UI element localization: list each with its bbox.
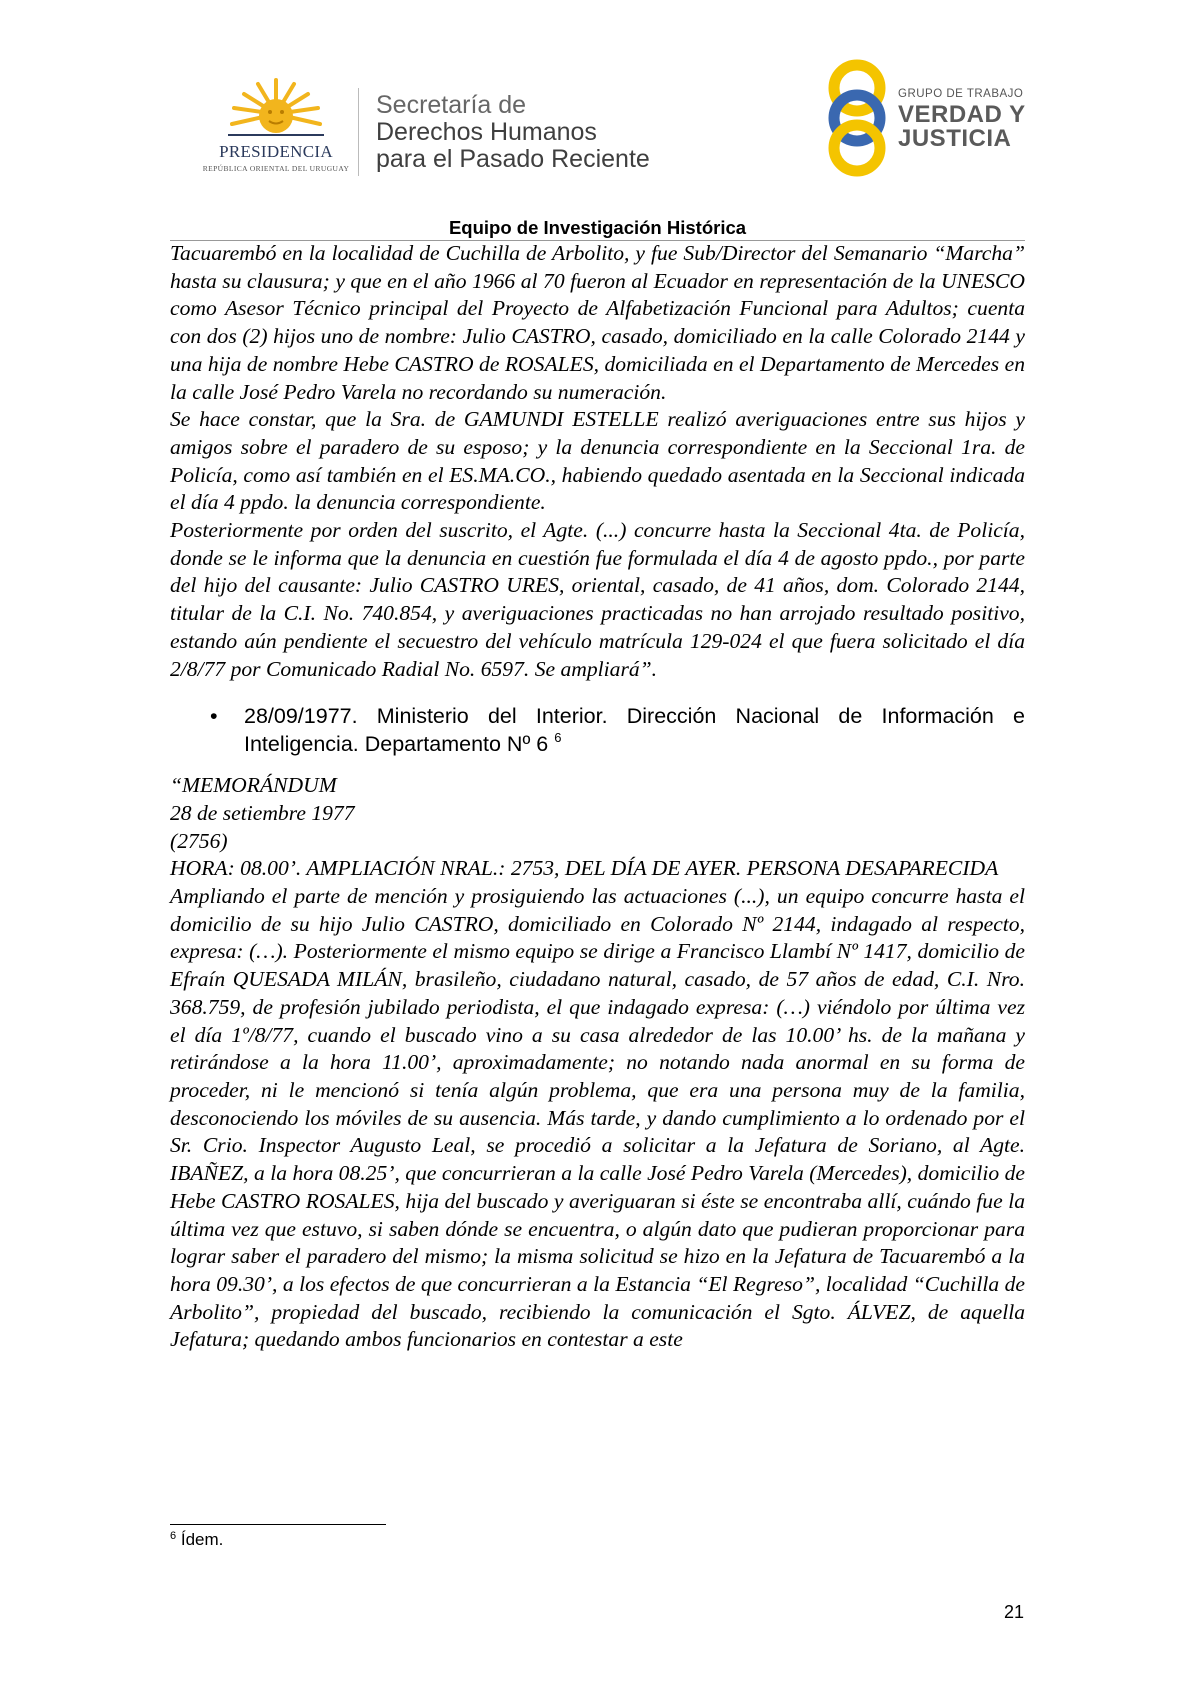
page-header xyxy=(0,0,1190,210)
secretaria-logo-text xyxy=(376,92,650,173)
verdad-justicia-logo xyxy=(822,58,1042,178)
bullet-marker: • xyxy=(210,704,218,729)
paragraph-3: Posteriormente por orden del suscrito, el Agte. (...) concurre hasta la Seccional 4ta. de Policía, donde se le informa que la denuncia en cuestión fue formulada el día 4 de agosto ppdo., por parte del hijo del causante: Julio CASTRO URES, oriental, casado, de 41 años, dom. Colorado 2144, titular de la C.I. No. 740.854, y averiguaciones practicadas no han arrojado resultado positivo, estando aún pendiente el secuestro del vehículo matrícula 129-024 el que fuera solicitado el día 2/8/77 por Comunicado Radial No. 6597. Se ampliará”. xyxy=(170,518,1025,681)
footnote-number: 6 xyxy=(170,1530,177,1542)
presidencia-subtitle: REPÚBLICA ORIENTAL DEL URUGUAY xyxy=(202,164,350,173)
presidencia-logo xyxy=(196,78,356,178)
secretaria-line-2: Derechos Humanos xyxy=(376,118,597,146)
footnote-separator xyxy=(170,1524,386,1525)
document-body xyxy=(170,240,1025,1354)
paragraph-2: Se hace constar, que la Sra. de GAMUNDI ESTELLE realizó averiguaciones entre sus hijos y amigos sobre el paradero de su esposo; y la denuncia correspondiente en la Seccional 1ra. de Policía, como así también en el ES.MA.CO., habiendo quedado asentada en la Seccional indicada el día 4 ppdo. la denuncia correspondiente. xyxy=(170,407,1025,515)
page-number: 21 xyxy=(1004,1602,1025,1622)
memo-heading: HORA: 08.00’. AMPLIACIÓN NRAL.: 2753, DEL DÍA DE AYER. PERSONA DESAPARECIDA xyxy=(170,856,999,881)
gvj-line-1: GRUPO DE TRABAJO xyxy=(898,88,1024,100)
memo-body: Ampliando el parte de mención y prosiguiendo las actuaciones (...), un equipo concurre hasta el domicilio de su hijo Julio CASTRO, domiciliado en Colorado Nº 2144, indagado al respecto, expresa: (…). Posteriormente el mismo equipo se dirige a Francisco Llambí Nº 1417, domicilio de Efraín QUESADA MILÁN, brasileño, ciudadano natural, casado, de 57 años de edad, C.I. Nro. 368.759, de profesión jubilado periodista, el que indagado expresa: (…) viéndolo por última vez el día 1º/8/77, cuando el buscado vino a su casa alrededor de las 10.00’ hs. de la mañana y retirándose a la hora 11.00’, aproximadamente; no notando nada anormal en su forma de proceder, ni le mencionó si tenía algún problema, que era una persona muy de la familia, desconociendo los móviles de su ausencia. Más tarde, y dando cumplimiento a lo ordenado por el Sr. Crio. Inspector Augusto Leal, se procedió a solicitar a la Jefatura de Soriano, al Agte. IBAÑEZ, a la hora 08.25’, que concurrieran a la calle José Pedro Varela (Mercedes), domicilio de Hebe CASTRO ROSALES, hija del buscado y averiguaran si éste se encontraba allí, cuándo fue la última vez que estuvo, si saben dónde se encuentra, o algún dato que pudieran proporcionar para lograr saber el paradero del mismo; la misma solicitud se hizo en la Jefatura de Tacuarembó a la hora 09.30’, a los efectos de que concurrieran a la Estancia “El Regreso”, localidad “Cuchilla de Arbolito”, propiedad del buscado, recibiendo la comunicación el Sgto. ÁLVEZ, de aquella Jefatura; quedando ambos funcionarios en contestar a este xyxy=(170,884,1025,1352)
linked-rings-icon xyxy=(822,58,892,178)
footnote xyxy=(170,1530,223,1550)
memo-number: (2756) xyxy=(170,828,228,853)
team-title: Equipo de Investigación Histórica xyxy=(448,217,747,238)
secretaria-line-3: para el Pasado Reciente xyxy=(376,145,650,173)
bullet-text: 28/09/1977. Ministerio del Interior. Dirección Nacional de Información e Inteligencia. Departamento Nº 6 xyxy=(244,704,1025,757)
gvj-line-2: VERDAD Y xyxy=(898,101,1026,128)
sun-emblem-icon xyxy=(228,78,324,142)
bullet-item xyxy=(170,702,1025,758)
gvj-line-3: JUSTICIA xyxy=(898,125,1012,152)
header-divider xyxy=(358,88,359,176)
footnote-ref: 6 xyxy=(554,730,562,746)
footnote-text: Ídem. xyxy=(176,1530,224,1549)
presidencia-name: PRESIDENCIA xyxy=(219,142,333,161)
memo-date: 28 de setiembre 1977 xyxy=(170,800,355,825)
memo-title: “MEMORÁNDUM xyxy=(170,773,337,798)
paragraph-1: Tacuarembó en la localidad de Cuchilla de Arbolito, y fue Sub/Director del Semanario “Marcha” hasta su clausura; y que en el año 1966 al 70 fueron al Ecuador en representación de la UNESCO como Asesor Técnico principal del Proyecto de Alfabetización Funcional para Adultos; cuenta con dos (2) hijos uno de nombre: Julio CASTRO, casado, domiciliado en la calle Colorado 2144 y una hija de nombre Hebe CASTRO de ROSALES, domiciliada en el Departamento de Mercedes en la calle José Pedro Varela no recordando su numeración. xyxy=(170,241,1025,404)
secretaria-line-1: Secretaría de xyxy=(376,91,527,119)
